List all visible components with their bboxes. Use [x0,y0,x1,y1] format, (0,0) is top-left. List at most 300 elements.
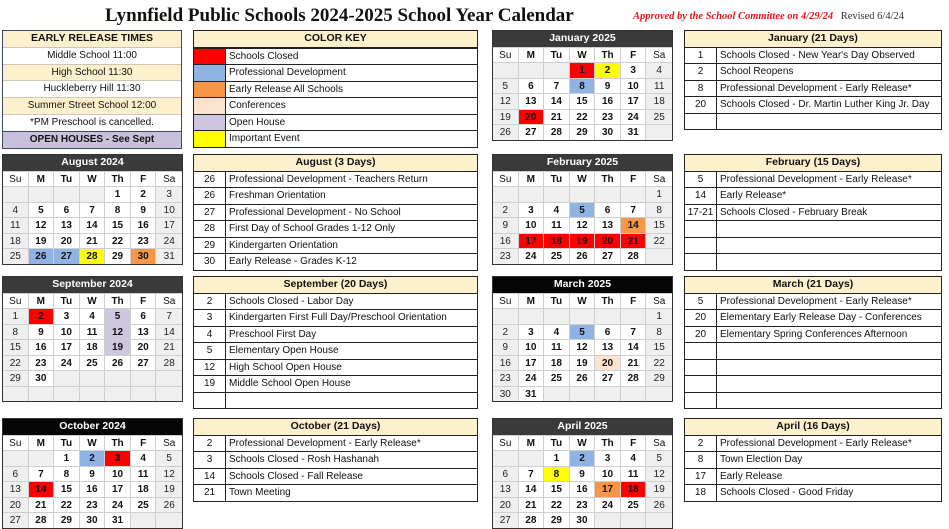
event-date: 14 [685,188,717,204]
empty-day-cell [519,62,545,78]
day-cell: 6 [493,466,519,482]
approval-text: Approved by the School Committee on 4/29/24 [633,11,834,22]
events-september [193,276,478,409]
day-cell: 27 [54,248,80,264]
event-row [685,204,941,221]
event-description: Early Release - Grades K-12 [229,256,357,267]
day-cell: 16 [493,355,519,371]
day-cell: 1 [570,62,596,78]
empty-day-cell [595,386,621,402]
day-cell: 6 [595,202,621,218]
day-cell: 26 [646,497,672,513]
day-cell: 8 [3,324,29,340]
event-date: 8 [685,81,717,97]
day-cell: 12 [570,217,596,233]
empty-day-cell [3,450,29,466]
weekday-header: Su [493,171,519,187]
day-cell: 25 [544,248,570,264]
weekday-header: F [621,171,647,187]
day-cell: 20 [519,109,545,125]
empty-day-cell [54,370,80,386]
day-cell: 12 [570,339,596,355]
day-cell: 4 [544,324,570,340]
empty-day-cell [621,308,647,324]
empty-day-cell [493,450,519,466]
day-cell: 4 [80,308,106,324]
event-row [685,187,941,204]
day-cell: 16 [493,233,519,249]
event-date [685,360,717,376]
event-row [194,375,477,392]
events-title: October (21 Days) [194,419,477,436]
day-cell: 13 [493,481,519,497]
day-cell: 17 [105,481,131,497]
event-row [685,309,941,326]
empty-day-cell [570,186,596,202]
day-cell: 20 [3,497,29,513]
day-cell: 8 [646,324,672,340]
day-cell: 22 [570,109,596,125]
day-cell: 17 [519,355,545,371]
weekday-header: Th [105,435,131,451]
day-cell: 27 [3,512,29,528]
events-title: April (16 Days) [685,419,941,436]
calendar-grid [493,171,672,264]
event-description: Schools Closed - February Break [720,206,868,218]
weekday-header: Su [3,171,29,187]
day-cell: 19 [646,481,672,497]
weekday-header: F [131,293,157,309]
empty-day-cell [493,186,519,202]
events-january [684,30,942,130]
day-cell: 20 [595,233,621,249]
day-cell: 1 [105,186,131,202]
day-cell: 2 [570,450,596,466]
event-row [685,468,941,485]
events-title: August (3 Days) [194,155,477,172]
event-description [717,254,941,270]
day-cell: 3 [595,450,621,466]
event-description: High School Open House [229,361,342,373]
color-key-label: Early Release All Schools [229,83,343,95]
day-cell: 8 [105,202,131,218]
weekday-header: W [570,171,596,187]
early-release-row: Summer Street School 12:00 [3,97,181,114]
event-row [194,172,477,188]
day-cell: 7 [519,466,545,482]
event-description: Kindergarten Orientation [229,239,338,251]
event-date: 20 [685,97,717,113]
event-description [717,360,941,376]
day-cell: 31 [105,512,131,528]
day-cell: 14 [156,324,182,340]
day-cell: 16 [80,481,106,497]
event-row [194,484,477,501]
day-cell: 8 [570,78,596,94]
event-description: Schools Closed - Dr. Martin Luther King Jr. Day [720,99,930,110]
event-date: 5 [685,294,717,310]
early-release-title: EARLY RELEASE TIMES [3,31,181,47]
day-cell: 9 [131,202,157,218]
color-key-item [194,64,477,81]
color-key-title: COLOR KEY [194,31,477,48]
events-title: January (21 Days) [685,31,941,48]
day-cell: 1 [54,450,80,466]
empty-day-cell [544,62,570,78]
day-cell: 15 [3,339,29,355]
day-cell: 13 [131,324,157,340]
day-cell: 22 [646,355,672,371]
empty-day-cell [105,386,131,402]
day-cell: 25 [131,497,157,513]
day-cell: 21 [156,339,182,355]
event-row [194,294,477,310]
event-description: Elementary Spring Conferences Afternoon [720,328,908,340]
event-description: Early Release* [720,190,787,201]
empty-day-cell [621,186,647,202]
day-cell: 17 [621,93,647,109]
early-release-row: *PM Preschool is cancelled. [3,114,181,131]
calendar-month-title: January 2025 [493,31,672,47]
event-description: Town Election Day [720,454,803,465]
day-cell: 4 [544,202,570,218]
day-cell: 15 [544,481,570,497]
event-description: Elementary Early Release Day - Conferences [720,312,922,323]
event-row [194,204,477,221]
event-row [685,113,941,130]
day-cell: 12 [156,466,182,482]
day-cell: 14 [519,481,545,497]
events-april [684,418,942,502]
weekday-header: Sa [156,293,182,309]
day-cell: 25 [3,248,29,264]
event-row [685,451,941,468]
day-cell: 9 [80,466,106,482]
day-cell: 11 [646,78,672,94]
day-cell: 30 [493,386,519,402]
day-cell: 3 [156,186,182,202]
day-cell: 20 [131,339,157,355]
event-description: Kindergarten First Full Day/Preschool Orientation [229,312,447,323]
event-row [194,392,477,409]
day-cell: 4 [621,450,647,466]
day-cell: 21 [621,355,647,371]
day-cell: 21 [519,497,545,513]
event-description: Town Meeting [229,487,291,498]
event-row [194,253,477,270]
event-description: School Reopens [720,66,794,77]
day-cell: 30 [29,370,55,386]
day-cell: 6 [519,78,545,94]
day-cell: 11 [544,339,570,355]
color-key-item [194,97,477,114]
early-release-row: Middle School 11:00 [3,47,181,64]
day-cell: 18 [646,93,672,109]
day-cell: 5 [29,202,55,218]
calendar-april-2025 [492,418,673,529]
day-cell: 26 [570,248,596,264]
event-description: Preschool First Day [229,328,317,340]
day-cell: 22 [544,497,570,513]
empty-day-cell [54,186,80,202]
calendar-grid [493,293,672,402]
day-cell: 31 [156,248,182,264]
day-cell: 22 [105,233,131,249]
empty-day-cell [646,248,672,264]
day-cell: 6 [54,202,80,218]
day-cell: 7 [544,78,570,94]
event-date [685,238,717,254]
day-cell: 24 [54,355,80,371]
day-cell: 13 [595,217,621,233]
event-date: 3 [194,310,226,326]
day-cell: 29 [646,370,672,386]
color-key-item [194,114,477,131]
day-cell: 17 [595,481,621,497]
day-cell: 7 [80,202,106,218]
day-cell: 5 [570,202,596,218]
weekday-header: M [29,171,55,187]
event-description [717,393,941,409]
day-cell: 14 [80,217,106,233]
day-cell: 18 [621,481,647,497]
event-date: 14 [194,469,226,485]
event-row [685,375,941,392]
empty-day-cell [570,308,596,324]
weekday-header: Th [105,171,131,187]
weekday-header: Tu [544,293,570,309]
day-cell: 7 [621,324,647,340]
day-cell: 24 [105,497,131,513]
day-cell: 10 [156,202,182,218]
color-key [193,30,478,148]
weekday-header: F [621,435,647,451]
empty-day-cell [544,186,570,202]
weekday-header: Tu [54,171,80,187]
day-cell: 3 [519,202,545,218]
day-cell: 28 [544,124,570,140]
day-cell: 4 [131,450,157,466]
day-cell: 22 [646,233,672,249]
weekday-header: W [570,293,596,309]
day-cell: 5 [156,450,182,466]
day-cell: 5 [646,450,672,466]
empty-day-cell [595,512,621,528]
weekday-header: W [570,47,596,63]
event-date: 20 [685,327,717,343]
day-cell: 28 [80,248,106,264]
day-cell: 14 [544,93,570,109]
weekday-header: M [29,293,55,309]
calendar-january-2025 [492,30,673,141]
calendar-grid [3,435,182,528]
weekday-header: M [29,435,55,451]
calendar-grid [493,47,672,140]
day-cell: 16 [29,339,55,355]
day-cell: 28 [156,355,182,371]
day-cell: 13 [595,339,621,355]
day-cell: 29 [570,124,596,140]
event-date: 4 [194,327,226,343]
day-cell: 17 [54,339,80,355]
day-cell: 25 [544,370,570,386]
event-date: 18 [685,485,717,501]
event-date [685,114,717,130]
day-cell: 27 [493,512,519,528]
day-cell: 9 [493,339,519,355]
color-key-item [194,48,477,65]
day-cell: 25 [646,109,672,125]
color-key-label: Professional Development [229,67,346,78]
day-cell: 10 [54,324,80,340]
weekday-header: Sa [646,47,672,63]
day-cell: 27 [519,124,545,140]
day-cell: 23 [80,497,106,513]
day-cell: 21 [80,233,106,249]
day-cell: 10 [621,78,647,94]
calendar-month-title: February 2025 [493,155,672,171]
day-cell: 29 [105,248,131,264]
day-cell: 30 [131,248,157,264]
day-cell: 24 [595,497,621,513]
event-row [685,484,941,501]
weekday-header: Tu [54,435,80,451]
day-cell: 12 [29,217,55,233]
event-description [226,393,477,409]
day-cell: 1 [646,186,672,202]
day-cell: 26 [493,124,519,140]
event-date [685,343,717,359]
event-row [194,451,477,468]
day-cell: 31 [621,124,647,140]
day-cell: 9 [493,217,519,233]
empty-day-cell [621,386,647,402]
event-description: Schools Closed - Labor Day [229,295,354,307]
day-cell: 11 [131,466,157,482]
day-cell: 17 [519,233,545,249]
event-row [685,237,941,254]
event-description: Schools Closed - New Year's Day Observed [720,49,915,61]
color-key-label: Important Event [229,133,300,144]
events-august [193,154,478,271]
weekday-header: Sa [156,171,182,187]
event-row [194,359,477,376]
color-swatch [194,65,226,81]
event-date: 2 [194,436,226,452]
weekday-header: M [519,293,545,309]
day-cell: 29 [3,370,29,386]
early-release-row: High School 11:30 [3,64,181,81]
day-cell: 25 [621,497,647,513]
day-cell: 10 [595,466,621,482]
event-date: 29 [194,238,226,254]
event-date: 30 [194,254,226,270]
event-description: Schools Closed - Fall Release [229,470,363,482]
calendar-grid [3,293,182,402]
event-row [685,96,941,113]
day-cell: 21 [621,233,647,249]
weekday-header: M [519,435,545,451]
day-cell: 26 [570,370,596,386]
day-cell: 11 [3,217,29,233]
empty-day-cell [3,386,29,402]
day-cell: 16 [131,217,157,233]
day-cell: 27 [595,370,621,386]
calendar-month-title: March 2025 [493,277,672,293]
day-cell: 13 [54,217,80,233]
day-cell: 8 [544,466,570,482]
weekday-header: Th [595,47,621,63]
empty-day-cell [156,512,182,528]
day-cell: 26 [105,355,131,371]
day-cell: 9 [570,466,596,482]
day-cell: 7 [156,308,182,324]
day-cell: 23 [131,233,157,249]
event-description: Professional Development - Early Release* [720,295,912,307]
day-cell: 24 [621,109,647,125]
day-cell: 18 [3,233,29,249]
open-houses-note: OPEN HOUSES - See Sept [3,131,181,148]
day-cell: 19 [570,355,596,371]
day-cell: 16 [570,481,596,497]
event-description: Professional Development - Teachers Return [229,173,428,185]
event-row [194,468,477,485]
event-row [685,253,941,270]
day-cell: 18 [131,481,157,497]
day-cell: 1 [646,308,672,324]
day-cell: 12 [105,324,131,340]
day-cell: 12 [646,466,672,482]
day-cell: 26 [156,497,182,513]
empty-day-cell [29,450,55,466]
day-cell: 2 [131,186,157,202]
color-swatch [194,49,226,65]
early-release-row: Huckleberry Hill 11:30 [3,80,181,97]
event-description [717,343,941,359]
empty-day-cell [105,370,131,386]
day-cell: 30 [595,124,621,140]
empty-day-cell [80,370,106,386]
day-cell: 3 [621,62,647,78]
event-description: Professional Development - Early Release* [720,82,912,94]
weekday-header: F [131,435,157,451]
event-date: 27 [194,205,226,221]
empty-day-cell [646,512,672,528]
day-cell: 24 [519,370,545,386]
color-swatch [194,98,226,114]
day-cell: 10 [105,466,131,482]
calendar-month-title: September 2024 [3,277,182,293]
event-date: 21 [194,485,226,501]
day-cell: 2 [595,62,621,78]
day-cell: 19 [156,481,182,497]
event-row [685,342,941,359]
day-cell: 12 [493,93,519,109]
weekday-header: Su [3,293,29,309]
approval-note [633,11,904,22]
event-description: Middle School Open House [229,378,351,389]
day-cell: 25 [80,355,106,371]
empty-day-cell [131,512,157,528]
day-cell: 28 [621,370,647,386]
empty-day-cell [493,308,519,324]
day-cell: 11 [80,324,106,340]
weekday-header: Sa [646,435,672,451]
empty-day-cell [544,386,570,402]
day-cell: 1 [3,308,29,324]
empty-day-cell [621,512,647,528]
day-cell: 3 [105,450,131,466]
